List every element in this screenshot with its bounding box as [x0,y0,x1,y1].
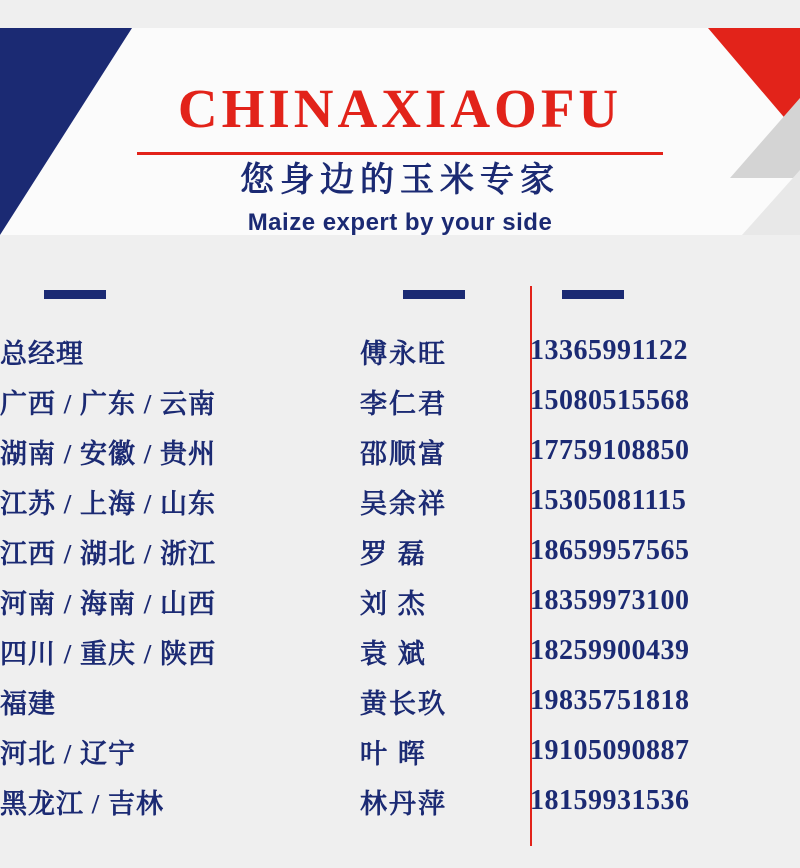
name-cell: 林丹萍 [360,788,447,819]
phone-cell: 17759108850 [530,435,690,466]
phone-cell: 18259900439 [530,635,690,666]
region-cell: 福建 [0,688,56,719]
table-row [0,426,800,476]
contact-board [0,262,800,868]
phone-cell: 13365991122 [530,335,688,366]
name-cell: 叶 晖 [360,738,427,769]
region-cell: 河北 / 辽宁 [0,738,137,769]
region-cell: 湖南 / 安徽 / 贵州 [0,438,217,469]
name-cell: 吴余祥 [360,488,447,519]
column-dash-markers [0,290,800,300]
slogan-english: Maize expert by your side [247,209,553,236]
phone-cell: 18159931536 [530,785,690,816]
table-row [0,676,800,726]
name-cell: 李仁君 [360,388,447,419]
name-cell: 袁 斌 [360,638,427,669]
region-cell: 黑龙江 / 吉林 [0,788,165,819]
table-row [0,626,800,676]
contacts-table [0,326,800,826]
table-row [0,376,800,426]
phone-cell: 18359973100 [530,585,690,616]
table-row [0,776,800,826]
phone-cell: 18659957565 [530,535,690,566]
region-cell: 总经理 [0,338,84,369]
region-cell: 广西 / 广东 / 云南 [0,388,217,419]
region-cell: 江苏 / 上海 / 山东 [0,488,217,519]
region-cell: 四川 / 重庆 / 陕西 [0,638,217,669]
name-cell: 罗 磊 [360,538,427,569]
phone-cell: 19105090887 [530,735,690,766]
name-cell: 刘 杰 [360,588,427,619]
brand-underline [137,152,663,155]
table-row [0,476,800,526]
slogan-chinese: 您身边的玉米专家 [240,162,560,199]
dash-marker-region [44,290,106,299]
table-row [0,726,800,776]
phone-cell: 19835751818 [530,685,690,716]
poster-header [0,0,800,262]
phone-cell: 15305081115 [530,485,687,516]
dash-marker-phone [562,290,624,299]
table-row [0,576,800,626]
name-cell: 傅永旺 [360,338,447,369]
brand-title: CHINAXIAOFU [177,78,623,139]
table-row [0,326,800,376]
region-cell: 江西 / 湖北 / 浙江 [0,538,217,569]
dash-marker-name [403,290,465,299]
phone-cell: 15080515568 [530,385,690,416]
name-cell: 邵顺富 [360,438,447,469]
table-row [0,526,800,576]
name-cell: 黄长玖 [360,688,447,719]
region-cell: 河南 / 海南 / 山西 [0,588,217,619]
